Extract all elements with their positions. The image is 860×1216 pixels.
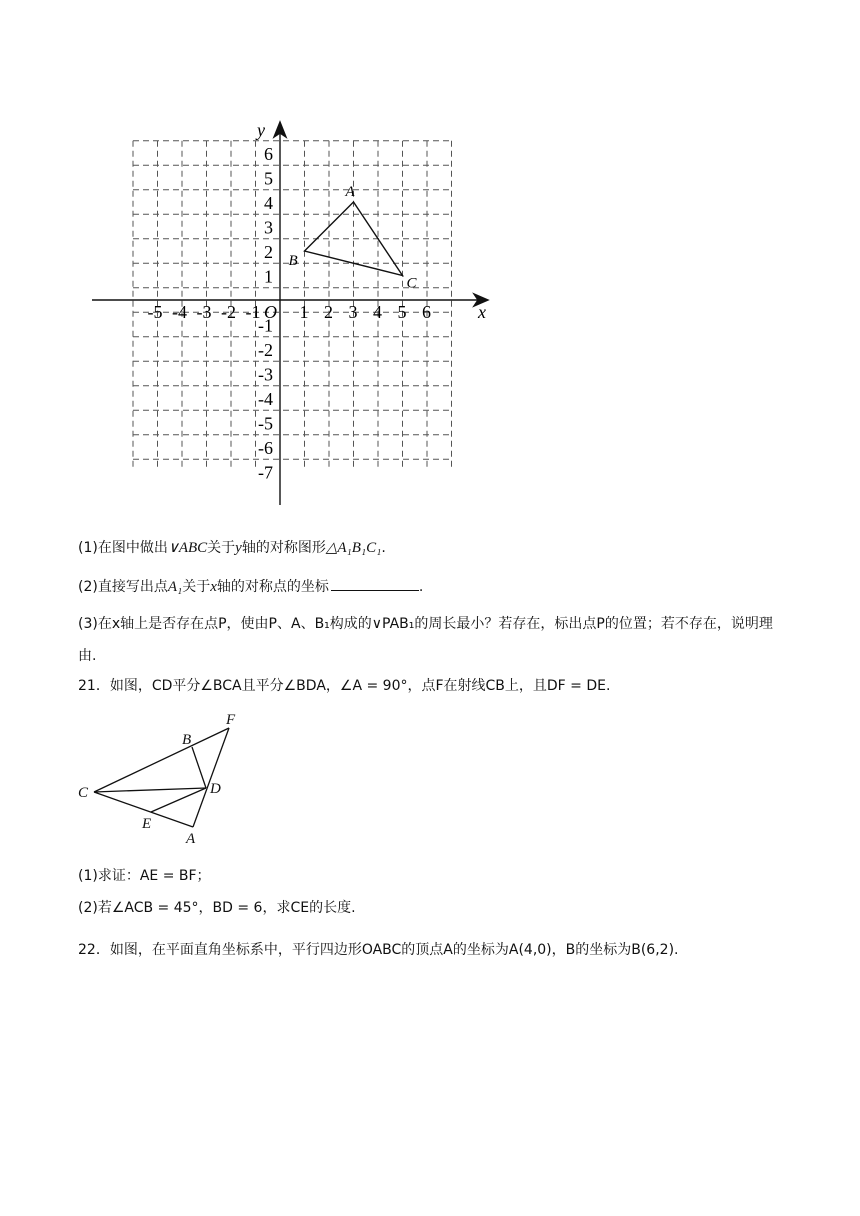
x-tick-label: -2: [221, 302, 236, 322]
q20-part1: (1)在图中做出∨ABC关于y轴的对称图形△A₁B₁C₁.: [78, 540, 386, 556]
vertex-label-a: A: [345, 184, 355, 200]
label-e: E: [142, 816, 152, 832]
x-tick-label: 2: [324, 302, 333, 322]
y-tick-label: 5: [264, 168, 273, 189]
x-tick-label: 1: [299, 302, 309, 322]
y-tick-label: -1: [258, 315, 273, 336]
vertex-label-b: B: [288, 253, 298, 269]
x-tick-label: -1: [245, 302, 261, 322]
q21-figure: [0, 700, 300, 850]
y-tick-label: 2: [264, 242, 273, 262]
q21-stem: 21．如图，CD平分∠BCA且平分∠BDA，∠A = 90°，点F在射线CB上，且DF = DE.: [78, 678, 611, 694]
y-tick-label: 1: [264, 266, 273, 287]
y-tick-label: -5: [258, 413, 273, 434]
q21-part2: (2)若∠ACB = 45°，BD = 6，求CE的长度.: [78, 900, 356, 916]
q22-stem: 22．如图，在平面直角坐标系中，平行四边形OABC的顶点A的坐标为A(4,0)，B的坐标为B(6,2).: [78, 942, 679, 958]
q21-part1: (1)求证：AE = BF；: [78, 868, 211, 884]
y-tick-label: -3: [258, 364, 273, 385]
label-d: D: [210, 781, 221, 797]
y-axis-label: y: [257, 120, 265, 140]
label-b: B: [182, 732, 192, 748]
segment-bd: [192, 747, 206, 788]
coordinate-grid-figure: [0, 0, 860, 520]
x-tick-label: -3: [196, 302, 212, 322]
y-tick-label: -2: [258, 340, 273, 360]
label-a: A: [186, 831, 196, 847]
q20-part2: (2)直接写出点A₁关于x轴的对称点的坐标 .: [78, 576, 423, 597]
y-tick-label: -7: [258, 462, 273, 483]
vertex-label-c: C: [406, 275, 417, 292]
x-tick-label: 6: [422, 302, 431, 322]
label-c: C: [78, 785, 89, 801]
x-axis-label: x: [478, 302, 486, 322]
x-tick-label: 5: [397, 302, 407, 322]
segment-ed: [151, 788, 206, 812]
segment-cd: [94, 788, 206, 792]
q20-part3: (3)在x轴上是否存在点P，使由P、A、B₁构成的∨PAB₁的周长最小？若存在，标出点P的位置；若不存在，说明理由.: [78, 616, 773, 664]
x-tick-label: 4: [373, 302, 382, 322]
label-f: F: [226, 712, 236, 728]
x-tick-label: -4: [172, 302, 187, 322]
y-tick-label: 4: [264, 193, 273, 213]
y-tick-label: -4: [258, 389, 273, 409]
y-tick-label: 3: [264, 217, 273, 238]
y-tick-label: 6: [264, 144, 273, 164]
origin-label: O: [264, 302, 277, 322]
x-tick-label: 3: [348, 302, 358, 322]
x-tick-label: -5: [147, 302, 163, 322]
answer-blank[interactable]: [331, 576, 419, 591]
y-tick-label: -6: [258, 438, 273, 458]
